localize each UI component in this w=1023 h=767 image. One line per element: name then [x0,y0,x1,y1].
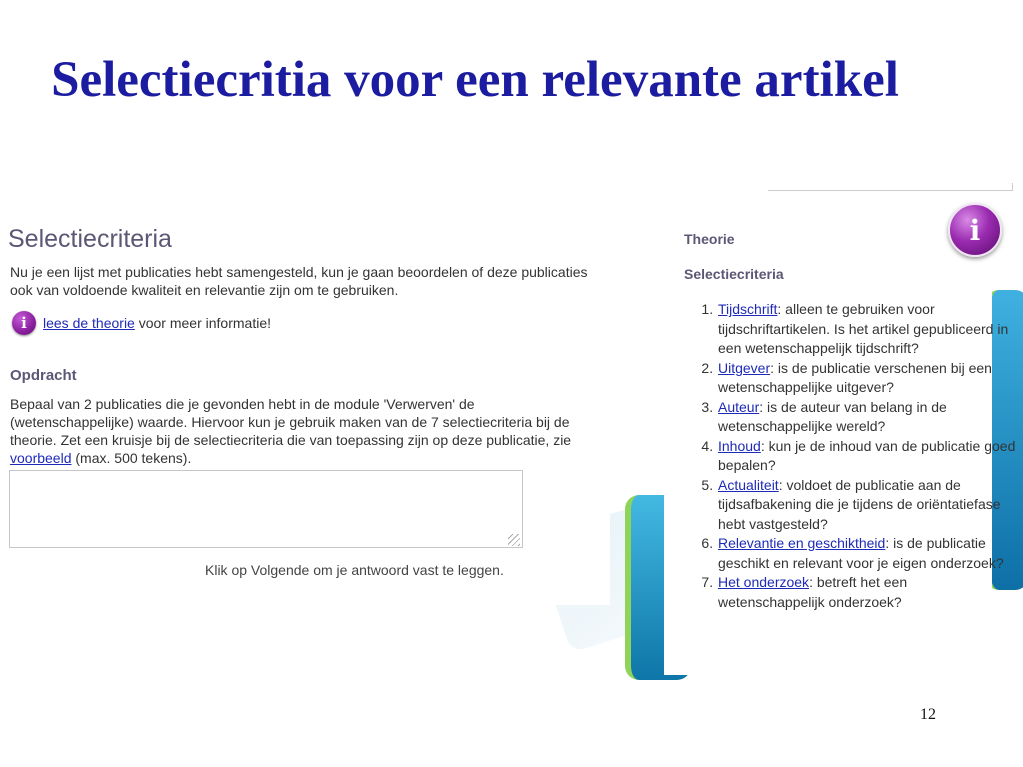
selection-panel [0,205,610,605]
top-bar-fragment [768,183,1013,191]
resize-handle[interactable] [508,534,520,546]
criterion-description: : betreft het een wetenschappelijk onderzoek? [718,574,908,610]
assignment-body: Bepaal van 2 publicaties die je gevonden hebt in de module 'Verwerven' de (wetenschappelijke) waarde. Hiervoor kun je gebruik maken van de 7 selectiecriteria bij de theorie. Zet een kruisje bij de selectiecriteria die van toepassing zijn op deze publicatie, zie [10,396,572,448]
criterion-link[interactable]: Uitgever [718,359,771,376]
info-icon[interactable]: i [948,203,1002,257]
criterion-description: : is de publicatie verschenen bij een wetenschappelijke uitgever? [718,359,992,395]
theory-heading: Selectiecriteria [684,266,784,282]
criterion-link[interactable]: Relevantie en geschiktheid [718,535,886,551]
criterion-item [717,359,1017,398]
criterion-item [717,300,1017,359]
criterion-link[interactable]: Inhoud [718,437,761,454]
info-icon[interactable]: i [12,311,36,335]
criterion-link[interactable]: Auteur [718,398,760,415]
criterion-link[interactable]: Tijdschrift [718,301,778,317]
criterion-description: : alleen te gebruiken voor tijdschriftartikelen. Is het artikel gepubliceerd in een wetenschappelijk tijdschrift? [718,301,1009,356]
slide-title: Selectiecritia voor een relevante artikel [51,52,899,108]
submit-hint: Klik op Volgende om je antwoord vast te leggen. [205,562,504,578]
panel-heading: Selectiecriteria [8,225,172,253]
assignment-heading: Opdracht [10,367,77,384]
criterion-description: : is de auteur van belang in de wetenschappelijke wereld? [718,398,947,434]
theory-info-line [12,311,271,335]
criterion-item [717,534,1017,573]
criterion-item [717,573,1017,612]
criterion-description: : is de publicatie geschikt en relevant voor je eigen onderzoek? [718,535,1004,571]
criteria-list [684,300,1017,612]
theory-panel [664,205,1016,675]
example-link[interactable]: voorbeeld [10,450,72,466]
theory-suffix: voor meer informatie! [134,315,272,331]
criterion-description: : voldoet de publicatie aan de tijdsafbakening die je tijdens de oriëntatiefase hebt vastgesteld? [718,476,1001,532]
page-number: 12 [920,706,936,723]
answer-textarea[interactable] [9,470,523,548]
theory-link[interactable]: lees de theorie [43,315,135,331]
criterion-item [717,476,1017,535]
criterion-link[interactable]: Actualiteit [718,476,779,493]
criterion-item [717,437,1017,476]
intro-text: Nu je een lijst met publicaties hebt samengesteld, kun je gaan beoordelen of deze publicaties ook van voldoende kwaliteit en relevantie zijn om te gebruiken. [10,264,588,298]
criterion-link[interactable]: Het onderzoek [718,574,810,590]
criterion-description: : kun je de inhoud van de publicatie goed bepalen? [718,437,1016,473]
theory-label: Theorie [684,231,735,247]
criterion-item [717,398,1017,437]
assignment-text [10,395,590,467]
assignment-suffix: (max. 500 tekens). [71,450,192,466]
